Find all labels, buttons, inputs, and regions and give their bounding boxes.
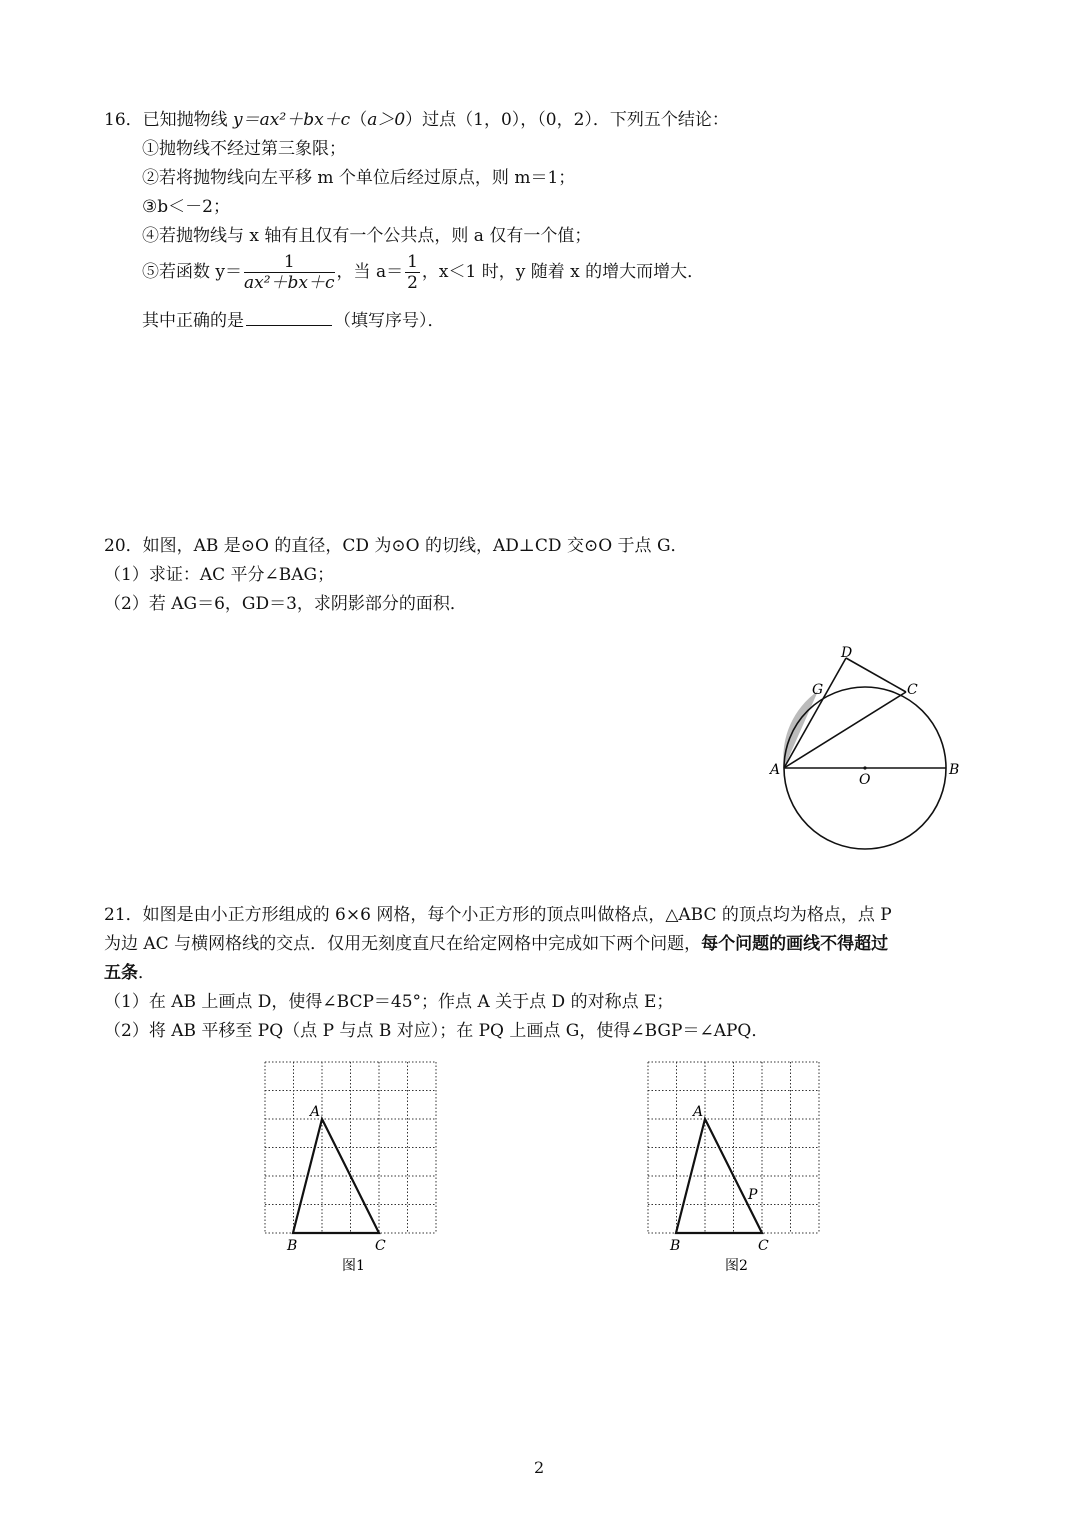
q16-item-3: ③b＜－2； [142, 197, 230, 217]
label-d: D [841, 645, 853, 661]
grid-figure-2 [633, 1055, 833, 1285]
shaded-segment [783, 691, 818, 768]
q16-points: ）过点（1，0），（0，2）．下列五个结论： [405, 110, 729, 130]
grid1-label-b: B [287, 1238, 298, 1254]
q16-fraction-num: 1 [244, 252, 335, 273]
q16-item-2: ②若将抛物线向左平移 m 个单位后经过原点，则 m＝1； [142, 168, 576, 188]
grid1-label-a: A [310, 1104, 321, 1120]
grid1-label-c: C [375, 1238, 386, 1254]
q20-part-1: （1）求证：AC 平分∠BAG； [104, 565, 335, 585]
q21-line-3 [104, 961, 155, 985]
q16-item-5 [142, 250, 704, 294]
q21-line3-bold: 五条 [104, 963, 138, 983]
chord-ac [784, 692, 906, 768]
q16-item5-mid: ，当 a＝ [336, 262, 404, 282]
grid-lines [648, 1062, 819, 1233]
q16-paren: （ [350, 110, 368, 130]
q20-stem: 20．如图，AB 是⊙O 的直径，CD 为⊙O 的切线，AD⊥CD 交⊙O 于点 G． [104, 536, 688, 556]
line-ad [784, 658, 846, 768]
q16-answer-label: 其中正确的是 [142, 311, 244, 331]
center-point [863, 766, 866, 769]
q16-half [405, 252, 420, 293]
grid2-label-p: P [748, 1187, 758, 1203]
q20-circle-figure [760, 635, 980, 860]
q16-condition: a＞0 [367, 110, 406, 130]
q16-answer [142, 307, 445, 333]
q16-number: 16． [104, 110, 143, 130]
label-g: G [812, 682, 824, 698]
q21-part-1: （1）在 AB 上画点 D，使得∠BCP＝45°；作点 A 关于点 D 的对称点 E； [104, 992, 674, 1012]
fig2-caption: 图2 [725, 1258, 748, 1274]
q16-answer-hint: （填写序号）． [334, 311, 445, 331]
q21-part-2: （2）将 AB 平移至 PQ（点 P 与点 B 对应）；在 PQ 上画点 G，使得∠BGP＝∠APQ． [104, 1021, 769, 1041]
q16-fraction [244, 252, 335, 293]
q21-line2-text: 为边 AC 与横网格线的交点．仅用无刻度直尺在给定网格中完成如下两个问题， [104, 934, 702, 954]
label-b: B [949, 762, 960, 778]
q16-item5-tail: ，x＜1 时，y 随着 x 的增大而增大． [421, 262, 705, 282]
page-number: 2 [534, 1458, 545, 1477]
grid-figure-1 [250, 1055, 450, 1285]
q21-line-1: 21．如图是由小正方形组成的 6×6 网格，每个小正方形的顶点叫做格点，△ABC 的顶点均为格点，点 P [104, 905, 892, 925]
answer-blank[interactable] [246, 307, 332, 326]
q16-item5-lead: ⑤若函数 y＝ [142, 262, 243, 282]
q21-line3-end: ． [138, 963, 155, 983]
label-c: C [907, 682, 918, 698]
grid2-label-c: C [758, 1238, 769, 1254]
q16-equation: y＝ax²＋bx＋c [233, 110, 351, 130]
label-a: A [770, 762, 781, 778]
fig1-caption: 图1 [342, 1258, 365, 1274]
grid2-label-b: B [670, 1238, 681, 1254]
q16-item-1: ①抛物线不经过第三象限； [142, 139, 346, 159]
q16-item-4: ④若抛物线与 x 轴有且仅有一个公共点，则 a 仅有一个值； [142, 226, 592, 246]
label-o: O [859, 772, 871, 788]
q21-line2-bold: 每个问题的画线不得超过 [701, 934, 889, 954]
q16-fraction-den: ax²＋bx＋c [244, 273, 335, 293]
q20-part-2: （2）若 AG＝6，GD＝3，求阴影部分的面积． [104, 594, 467, 614]
q16-half-den: 2 [407, 273, 418, 293]
grid-lines [265, 1062, 436, 1233]
grid2-label-a: A [693, 1104, 704, 1120]
q16-stem [104, 108, 729, 132]
q16-stem-text: 已知抛物线 [142, 110, 228, 130]
q16-half-num: 1 [407, 252, 418, 272]
q21-line-2 [104, 932, 888, 956]
